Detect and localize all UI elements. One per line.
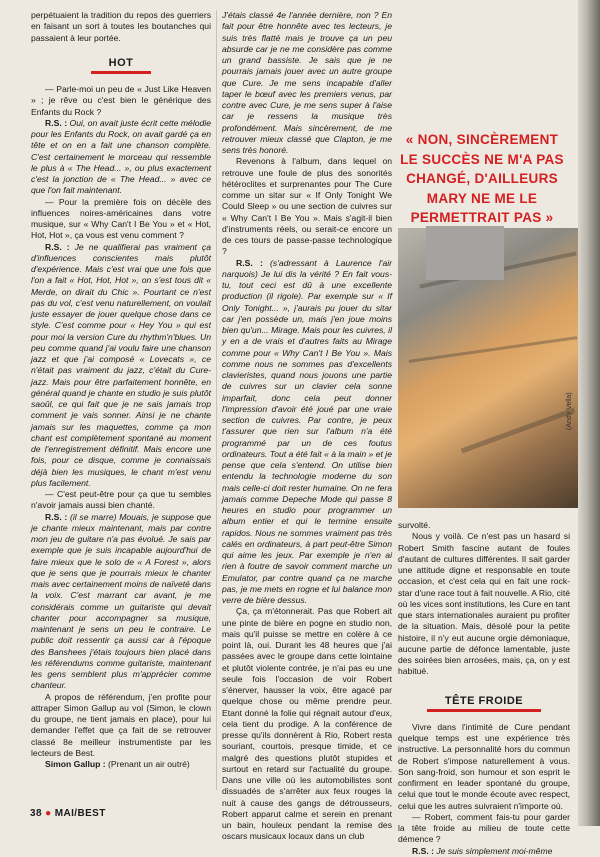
column-3 (398, 520, 570, 857)
bullet-icon: ● (45, 808, 52, 819)
paragraph: Ça, ça m'étonnerait. Pas que Robert ait une pinte de bière en pogne en studio non, mais qu'il puisse se mettre en colère à ce point là, oui. Durant les 48 heures que j'ai passées avec le groupe dans cette lointaine et plutôt violente contrée, je n'ai pas eu une seule fois l'occasion de voir Robert s'énerver, hausser la voix, être agacé par quelque chose ou même prendre peur. Etant donné la folie qui régnait autour d'eux, cela tient du prodige. A la conférence de presse qu'ils donnèrent à Rio, Robert resta souriant, courtois, presque timide, et ce malgré des questions plutôt stupides et surtout en retard sur l'actualité du groupe. Dans une ville où les automobilistes sont dissuadés de s'arrêter aux feux rouges la nuit à cause des gangs de détrousseurs, Robert apparut calme et serein en prenant un bain, houleux pendant la remise des oscars musicaux locaux dans un club (222, 606, 392, 842)
speaker-label: R.S. : (236, 257, 263, 268)
paragraph (398, 846, 570, 857)
magazine-spine (578, 0, 600, 826)
photo-detail (461, 408, 575, 454)
paragraph (31, 242, 211, 490)
issue-label: MAI/BEST (54, 808, 106, 819)
answer-text: Je suis simplement moi-même (433, 845, 553, 856)
image-placeholder (426, 226, 504, 280)
answer-text: (Prenant un air outré) (105, 759, 190, 769)
answer-text: (s'adressant à Laurence l'air narquois) Je lui dis la vérité ? En fait vous-tu, tout ceci est dû à une excellente production (il rigole). Par exemple sur « If Only Tonight... », j'aurais pu jouer du sitar car j'en possède un, mais j'en joue moins bien qu'un... Mirage. Mais pour les cuivres, il y en a de vrais et d'autres faits au Mirage comme pour « Why Can't I Be You ». Mais comme nous ne sommes pas d'excellents clavieristes, quand nous jouons une partie de cuivres sur un clavier cela sonne imparfait, donc cela peut donner l'impression d'avoir été joué par une vraie section de cuivres. Par contre, je peux t'assurer que rien sur l'album n'a été programmé par un de ces foutus ordinateurs. Tout a été fait « à la main » et je pense que cela s'entend. On utilise bien entendu la technologie moderne du son mais celle-ci doit rester humaine. On ne fera jamais comme Depeche Mode qui passe 8 heures en studio pour programmer un album entier et qui le termine ensuite rapidos. Nous ne sommes vraiment pas très calés en ordinateurs, à part peut-être Simon qui aime les jeux. Par exemple je n'en ai rien à foutre de savoir comment marche un Emulator, par contre quand ça ne marche pas, je me mets en rogne et lui balance mon verre de bière dessus. (222, 257, 392, 605)
speaker-label: R.S. : (45, 511, 68, 522)
paragraph: — Parle-moi un peu de « Just Like Heaven » ; je rêve ou c'est bien le générique des Enfants du Rock ? (31, 84, 211, 117)
paragraph: Vivre dans l'intimité de Cure pendant quelque temps est une expérience très instructive. La personnalité hors du commun de Robert s'impose naturellement à vous. Son sang-froid, son humour et son esprit le confirment en leader spontané du groupe, celui que tout le monde écoute avec respect, celui que les autres suivraient n'importe où. (398, 721, 570, 811)
paragraph: — Robert, comment fais-tu pour garder la tête froide au milieu de toute cette démence ? (398, 811, 570, 845)
answer-text: Oui, on avait juste écrit cette mélodie pour les Enfants du Rock, on avait gardé ça en tête et on en a fait une chanson complète. C'est certainement le morceau qui ressemble le plus à « The Head... », ou plus exactement c'est la jonction de « The Head... » avec ce que l'on fait maintenant. (31, 117, 211, 196)
paragraph: survolté. (398, 520, 431, 530)
paragraph (31, 512, 211, 692)
speaker-label: R.S. : (45, 241, 70, 252)
speaker-label: R.S. : (45, 117, 68, 128)
paragraph: A propos de référendum, j'en profite pour attraper Simon Gallup au vol (Simon, le clown du groupe, ne tient jamais en place), pour lui demander l'effet que ça fait de se retrouver classé 8e meilleur instrumentiste par les lecteurs de Best. (31, 691, 211, 758)
paragraph: J'étais classé 4e l'année dernière, non ? En fait pour être honnête avec tes lecteurs, je suis très flatté mais je trouve ça un peu absurde car je ne me considère pas comme un grand bassiste. Je sais que je ne pourrais jamais jouer avec un autre groupe que Cure. Je me sens incapable d'aller taper le bœuf avec les premiers venus, par contre avec Cure, je me sens super à l'aise car je ressens la musique très profondément. Mais sincèrement, de me retrouver mieux classé que Clapton, je me sens très honoré. (222, 10, 392, 155)
page-footer (30, 808, 106, 819)
paragraph: Nous y voilà. Ce n'est pas un hasard si Robert Smith fascine autant de foules d'autant de cultures différentes. Il sait garder une attitude digne et responsable en toute occasion, et c'est cela qui en fait une rock-star d'une race tout à fait nouvelle. A Rio, cité où les vices sont institutions, les Cure en tant que stars internationales auraient pu profiter de la situation. Mais, désolé pour la petite histoire, il n'y eut aucune orgie démoniaque, aucune partie de défonce lamentable, juste des soirées bien arrosées, mais, ça, on y est habitué. (398, 531, 570, 677)
paragraph: — C'est peut-être pour ça que tu sembles n'avoir jamais aussi bien chanté. (31, 489, 211, 511)
answer-text: (il se marre) Mouais, je suppose que je chante mieux maintenant, mais par contre mon jeu de guitare n'a pas évolué. Je sais par exemple que je suis incapable aujourd'hui de faire mieux que le solo de « A Forest », alors que je sens que je pourrais mieux le chanter mais avec certainement moins de naïveté dans la voix. C'est marrant car avant, je me considérais comme un guitariste qui devait chanter pour accompagner sa musique, maintenant je sens un peu le contraire. Le public doit ressentir ça aussi car à l'époque des Banshees j'étais toujours bien placé dans les référendums comme guitariste, maintenant les gens semblent plus m'apprécier comme chanteur. (31, 511, 211, 691)
section-heading-hot: HOT (31, 58, 211, 74)
page-number: 38 (30, 808, 42, 819)
photo-detail (409, 336, 578, 363)
column-divider (216, 10, 217, 790)
column-1 (31, 10, 211, 770)
pull-quote: « NON, SINCÈREMENT LE SUCCÈS NE M'A PAS CHANGÉ, D'AILLEURS MARY NE ME LE PERMETTRAIT PAS » (400, 132, 564, 225)
paragraph (31, 759, 211, 770)
speaker-label: R.S. : (412, 845, 434, 856)
paragraph: perpétuaient la tradition du repos des guerriers en faisant un sort à toutes les boutanches qui passaient à leur portée. (31, 10, 211, 43)
photo-credit: (Andy Vella) (566, 392, 573, 430)
paragraph (31, 118, 211, 197)
paragraph: — Pour la première fois on décèle des influences noires-américaines dans votre musique, sur « Why Can't I Be You » et « Hot, Hot, Hot », ça vous est venu comment ? (31, 196, 211, 241)
paragraph: Revenons à l'album, dans lequel on retrouve une foule de plus des sonorités hétéroclites et surprenantes pour The Cure comme un sitar sur « If Only Tonight We Could Sleep » ou une section de cuivres sur « Why Can't I Be You ». Mais s'agit-il bien d'instruments réels, ou serait-ce encore un de ces tours de passe-passe technologique ? (222, 156, 392, 257)
section-heading-tete-froide: TÊTE FROIDE (398, 696, 570, 712)
column-2 (222, 10, 392, 843)
paragraph (222, 258, 392, 607)
answer-text: Je ne qualifierai pas vraiment ça d'influences conscientes mais plutôt d'expérience. Mais c'est vrai que une fois que l'on a fait « Hot, Hot, Hot », on s'est tous dit « Merde, on dirait du Chic ». Pourtant ce n'est pas du vol, c'est venu naturellement, on voulait juste essayer de jouer quelque chose dans ce style. C'est comme pour « Hey You » qui est pour moi la version Cure du rhythm'n'blues. Un peu comme quand j'ai voulu faire une chanson jazz et que j'ai composé « Lovecats », ce n'était pas vraiment du jazz, c'était du Cure-jazz. Mais pour être parfaitement honnête, en général quand je chante en studio je suis plutôt saoûl, ce qui fait que je ne sais jamais trop comment je vais sonner. Ainsi je ne chante jamais sur les maquettes, comme ça mon chant est complètement spontané au moment de l'enregistrement définitif. Mais encore une fois, pour ce disque, comme je connaissais déjà bien les musiques, le chant m'est venu plus facilement. (31, 241, 211, 488)
speaker-label: Simon Gallup : (45, 759, 106, 769)
